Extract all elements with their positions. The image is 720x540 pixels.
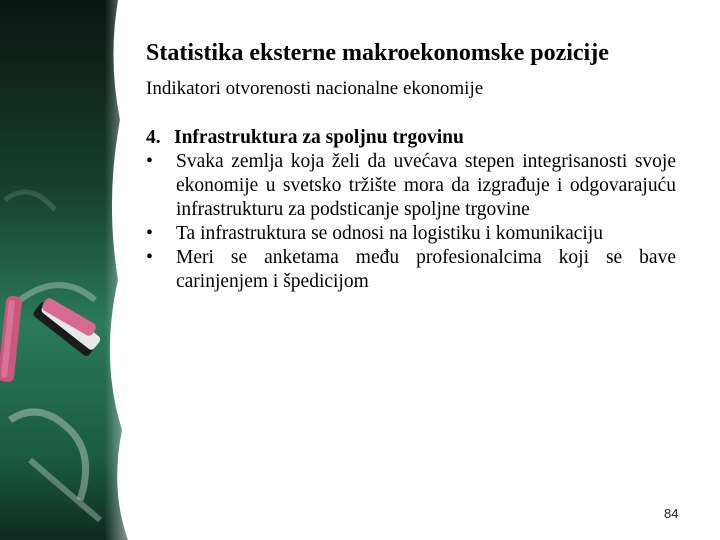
section-number: 4.	[146, 127, 161, 148]
chalkboard-image	[0, 0, 150, 540]
bullet-text: Svaka zemlja koja želi da uvećava stepen integrisanosti svoje ekonomije u svetsko tržište mora da izgrađuje i odgovarajuću infrastrukturu za podsticanje spoljne trgovine	[176, 151, 676, 220]
section-heading-text: Infrastruktura za spoljnu trgovinu	[174, 127, 464, 148]
bullet-symbol: •	[146, 151, 153, 172]
page-number: 84	[664, 506, 679, 521]
bullet-text: Meri se anketama među profesionalcima koji se bave carinjenjem i špedicijom	[176, 247, 676, 292]
slide-title: Statistika eksterne makroekonomske pozicije	[146, 40, 609, 66]
bullet-item	[146, 246, 676, 294]
bullet-item	[146, 222, 676, 246]
bullet-item	[146, 150, 676, 222]
bullet-text: Ta infrastruktura se odnosi na logistiku i komunikaciju	[176, 223, 604, 244]
bullet-symbol: •	[146, 247, 153, 268]
section-heading	[146, 126, 676, 150]
bullet-symbol: •	[146, 223, 153, 244]
slide-subtitle: Indikatori otvorenosti nacionalne ekonomije	[146, 78, 484, 99]
slide-content	[146, 126, 676, 294]
